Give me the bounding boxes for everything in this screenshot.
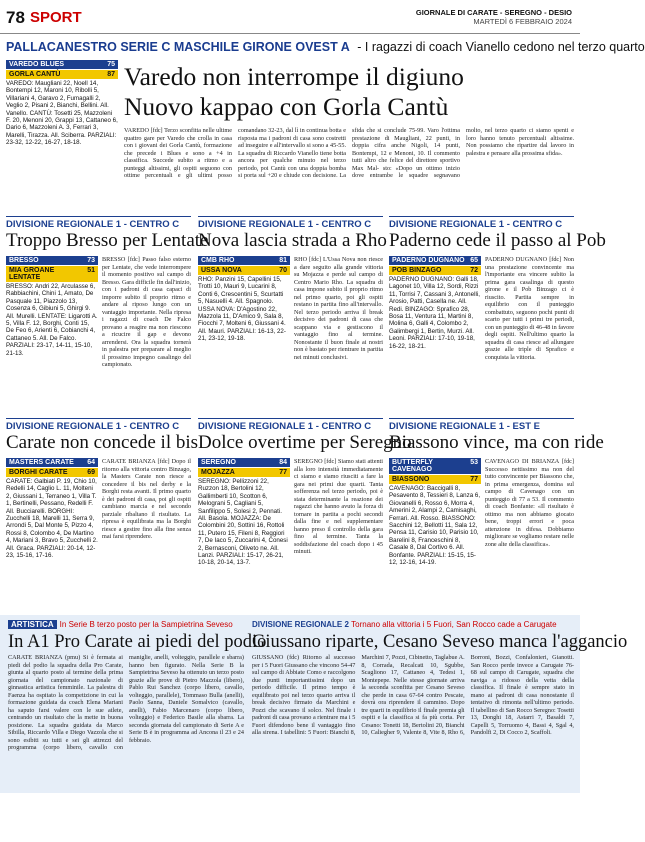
lead-body: VAREDO [fdc] Terzo sconfitta nelle ultime quattro gare per Varedo che crolla in casa con i giovani dei Gorla Cantù, formazione che precede i Blues e sono a +4 in classifica. Succede subito a ritmo e a punteggi altissimi, gli ospiti seguono con ottime percentuali e gli ultimi posso comandano 32-23, dal lì in continua botta e risposta ma i padroni di casa sono costretti ad inseguire e all'intervallo si sono a 45-55. La squadra di Riccardo Vianello tiene botta ancora per qualche minuto nel terzo periodo, poi Cantù con una doppia bomba si porta sul +20 e chiude con decisione. La sfida che si conclude 75-99. Varo l'ottima prestazione di Maugliani, 22 punti, in doppia cifra anche Nigoli, 14 punti, Bontempi, 12 e Menoni, 10. Il commento tutti altro che felice del direttore sportivo Max Mal- sto: «Dopo un ottimo inizio dove entrambe le squadre segnavano molto, nel terzo quarto ci siamo spenti e loro hanno tenuto percentuali altissime. Non possiamo che ripartire dal lavoro in palestra e pensare alla prossima sfida». [124,127,574,179]
score-away: MIA GROANE LENTATE 51 [6,266,98,282]
regionale2-body: GIUSSANO (fdc) Ritorno al successo per i 5 Fuori Giussano che vincono 54-47 sul campo di Abbiate Como e raccolgono due punti importantissimi dopo un periodo difficile. Il primo tempo è equilibrato poi nel terzo quarto arriva il break decisivo firmato da Marchini e Pozzi che scavano il solco. Nel finale i padroni di casa provano a rientrare ma i 5 Fuori difendono bene il vantaggio fino alla sirena. I tabellini: 5 Fuori: Bianchi 8, Marchini 7, Pozzi, Cibinetto, Taglabue A. 8, Corrada, Recalcati 10, Sgubbe, Scagliono 17, Cattaneo 4, Tedesi 1, Montepepe. Nelle stesse giornate arriva la seconda sconfitta per Cesano Seveso che perde in casa 67-64 contro Pescate, dovrà ora riprendere il cammino. Dopo tre quarti in equilibrio il finale premia gli ospiti e la classifica si fa più corta. Per Cesano: Tonetti 18, Bertolini 20, Bianchi 10, Caliegher 9, Valente 8, Vite 8, Rho 6, Borroni, Bozzi, Confalonieri, Gianotti. San Rocco perde invece a Carugate 76-68 sul campo di Carugate, squadra che naviga a ridosso della vetta della classifica. Il finale è sempre stato in mano ai padroni di casa nonostante il tentativo di rimonta nell'ultimo periodo. Il tabellino di San Rocco Seregno: Tosetti 13, Donghi 18, Astarri 7, Basaldi 7, Capelli 5, Torruomo 4, Bassi 4, Sgal 4, Pandolfi 2, Di Cocco 2, Scaffoli. [252,654,574,736]
paper-info [416,8,572,26]
division-label: DIVISIONE REGIONALE 1 - CENTRO C [198,418,383,432]
article-lineups: CARATE: Galbiati P. 19, Chio 10, Redelli 14, Caglio L. 11, Molteni 2, Giussani 1, Terraneo 1, Villa T. 1, Bertinelli, Pessano, Redelli F. All. Bucciarelli. BORGHI: Zucchelli 18, Marelli 11, Serra 9, Arrondi 5, Dal Monte 5, Pizzo 4, Rossi 8, Colombo 4, De Martino 4, Mariani 3, Bravo 5, Zucchelli 2. All. Graca. PARZIALI: 20-14, 12-23, 15-16, 17-16. [6,478,98,560]
article-lineups: PADERNO DUGNANO: Galli 18, Lagonet 10, Villa 12, Sordi, Rizzi 11, Torrisi 7, Cassani 3, Antonelli, Arosio, Patti, Casella ne. All. Redi. BINZAGO: Sprafico 28, Bosa 11, Ventura 11, Martini 8, Molina 6, Galli 4, Colombo 2, Galimbergi 1, Bertin, Murzi. All. Leoni. PARZIALI: 17-10, 19-18, 16-22, 18-21. [389,276,480,350]
lead-title-1: Varedo non interrompe il digiuno [124,62,464,91]
score-home: SEREGNO 84 [198,458,290,467]
artistica-title: In A1 Pro Carate ai piedi del podio [8,632,267,652]
article-factsheet [6,256,98,433]
article-title: Biassono vince, ma con ride [389,432,604,453]
regionale2-kicker: DIVISIONE REGIONALE 2 Tornano alla vittoria i 5 Fuori, San Rocco cade a Carugate [252,620,557,629]
article-factsheet [6,458,98,628]
article-title: Paderno cede il passo al Pob [389,230,606,251]
top-kicker: PALLACANESTRO SERIE C MASCHILE GIRONE OVEST A [6,40,350,54]
score-home: MASTERS CARATE 64 [6,458,98,467]
score-away: BORGHI CARATE 69 [6,468,98,477]
article-lineups: CAVENAGO: Baccigalli 8, Pesavento 8, Tessieri 8, Lanza 6, Giovanelli 6, Rosso 6, Morra 4, Amerini 2, Alampi 2, Camisaghi, Ferrari. All. Rosso. BIASSONO: Sacchini 12, Bellotti 11, Sala 12, Pensa 11, Carisio 10, Parisio 10, Barelini 8, Franceschini 8, Casale 8, Dal Cortivo 6. All. Bonfante. PARZIALI: 15-15, 15-12, 12-16, 14-19. [389,485,481,567]
score-home: BUTTERFLY CAVENAGO 53 [389,458,481,474]
artistica-kicker: ARTISTICA In Serie B terzo posto per la Sampietrina Seveso [8,620,244,629]
article-title: Dolce overtime per Seregno [198,432,412,453]
article-factsheet [198,256,290,426]
article-body: RHO [fdc] L'Ussa Nova non riesce a dare seguito alla grande vittoria su Mojazza e perde sul campo di Centro Mario Rho. La squadra di casa impone subito il proprio ritmo nel primo quarto, poi gli ospiti restano in partita fino all'intervallo. Nel terzo periodo arriva il break decisivo dei padroni di casa che scappano via e gestiscono il vantaggio fino al termine. Nonostante il buon finale ai nostri non è bastato per rientrare in partita nei minuti conclusivi. [294,256,383,361]
score-home: VAREDO BLUES 75 [6,60,118,69]
section-label: SPORT [30,9,82,26]
paper-name: GIORNALE DI CARATE - SEREGNO - DESIO [415,8,572,17]
artistica-body: CARATE BRIANZA (pmu) Si è fermata ai piedi del podio la squadra della Pro Carate, giunta al quarto posto al termine della prima giornata del campionato nazionale di ginnastica artistica femminile. La palestra di Faenza ha ospitato la competizione in cui la formazione guidata da coach Elena Mariani ha saputo farsi valere con le sue atlete, centrando un risultato che la mette in buona posizione. La squadra guidata da Marco Sibilla, Riccardo Villa e Diego Vazzola che si sono esibiti su tutti e sei gli attrezzi del programma (corpo libero, cavallo con maniglie, anelli, volteggio, parallele e sbarra) hanno ben figurato. Nella Serie B la Sampietrina Seveso ha ottenuto un terzo posto grazie alle prove di Pietro Mazzola (libero), Pablo Rui Sanchez (corpo libero, cavallo, volteggio, parallele), Tommaso Bulla (anelli), Paolo Sanna, Daniele Somalvico (cavallo, anelli), Fabio Marcenaro (corpo libero, volteggio) e Federico Basile alla sbarra. La seconda giornata del campionato di Serie A e Serie B è in programma ad Ancona il 23 e 24 febbraio. [8,654,244,751]
score-away: MOJAZZA 77 [198,468,290,477]
article-factsheet [389,458,481,635]
score-away: USSA NOVA 70 [198,266,290,275]
division-label: DIVISIONE REGIONALE 1 - CENTRO C [198,216,383,230]
score-away: GORLA CANTÙ 87 [6,70,118,79]
page-number: 78 [6,8,25,27]
division-label: DIVISIONE REGIONALE 1 - EST E [389,418,574,432]
article-title: Troppo Bresso per Lentate [6,230,209,251]
top-subtitle: - I ragazzi di coach Vianello cedono nel terzo quarto [357,40,645,54]
article-factsheet [198,458,290,628]
article-body: PADERNO DUGNANO [fdc] Non una prestazione convincente ma l'importante era vincere subito la prima gara casalinga di questo girone e il Pob Binzago ci è riuscito. Partita sempre in equilibrio con il punteggio combattuto, seguono pochi punti di scarto per tutti i primi tre periodi, con un punteggio di 46-48 in favore degli ospiti. Nell'ultimo quarto la squadra di casa riesce ad allungare grazie alle triple di Sprafico e conquista la vittoria. [485,256,575,361]
article-title: Nova lascia strada a Rho [198,230,387,251]
top-headline [6,40,645,54]
article-body: BRESSO [fdc] Passo falso esterno per Lentate, che vede interrompere il momento positivo sul campo di Bresso. Gara difficile fin dall'inizio, con i padroni di casa capaci di imporre subito il proprio ritmo e andare al riposo lungo con un vantaggio importante. Nella ripresa i ragazzi di coach De Falco provano a reagire ma non riescono a ricucire il gap e devono arrendersi. Ora la squadra tornerà in palestra per preparare al meglio il prossimo impegno casalingo del campionato. [102,256,191,368]
score-home: PADERNO DUGNANO 65 [389,256,481,265]
score-away: POB BINZAGO 72 [389,266,481,275]
division-label: DIVISIONE REGIONALE 1 - CENTRO C [6,216,191,230]
division-label: DIVISIONE REGIONALE 1 - CENTRO C [6,418,191,432]
article-lineups: BRESSO: Andri 22, Arculasse 6, Rabbiachini, Chini 1, Amato, De Pasquale 11, Piazzolo 13, Cosenza 6, Gibiuni 5, Ghirgi 9. All. Murelli. LENTATE: Ligarotti A. 5, Villa F. 12, Borghi, Conti 15, De Feo 6, Arienti 6, Cobianchi 4, Cattaneo 5. All. De Falco. PARZIALI: 23-17, 14-11, 15-10, 21-13. [6,283,98,357]
article-lineups: SEREGNO: Pellizzoni 22, Ruzzon 18, Bertolini 12, Gallimberti 10, Scotton 6, Melograni 5, Cagliani 5, Sanfilippo 5, Solesi 2, Pennati. All. Basola. MOJAZZA: De Colombini 20, Sottini 16, Rottoli 11, Putero 15, Fileni 8, Reggiori 7, De Iaco 5, Zuccarini 4, Conesi 2, Bernasconi, Oliveto ne. All. Lanzi. PARZIALI: 15-17, 26-21, 10-18, 20-14, 13-7. [198,478,288,567]
lead-factsheet [6,60,118,147]
article-factsheet [389,256,481,426]
page-masthead [0,0,580,34]
score-home: BRESSO 73 [6,256,98,265]
lead-lineups: VAREDO: Maugliani 22, Noell 14, Bontempi 12, Maroni 10, Ribolli 5, Villariani 4, Garavo 2, Fumagalli 2, Veglio 2, Pisani 2, Bianchi, Bellini. All. Vanello. CANTÙ: Tosetti 25, Mazzoleni F. 20, Menoni 20, Grappi 13, Cattaneo 6, Dario 6, Mazzoleni A. 3, Ferrari 3, Marelli, Tirazza. All. Sciberra. PARZIALI: 23-32, 12-22, 16-27, 18-18. [6,80,118,147]
score-home: CMB RHO 81 [198,256,290,265]
score-away: BIASSONO 77 [389,475,481,484]
division-label: DIVISIONE REGIONALE 1 - CENTRO C [389,216,574,230]
article-body: CAVENAGO DI BRIANZA [fdc] Successo nettissimo ma non del tutto convincente per Biassono che, in prima emergenza, domina sul campo di Cavenago con un punteggio di 77 a 53. Il commento di coach Bonfante: «Il risultato è ottimo ma non abbiamo giocato bene, troppi errori e poca attenzione in difesa. Dobbiamo migliorare se vogliamo restare nelle zone alte della classifica». [485,458,574,548]
lead-title-2: Nuovo kappao con Gorla Cantù [124,92,449,121]
article-lineups: RHO: Panzini 15, Capellini 15, Trotti 10, Mauri 9, Lucarini 8, Conti 6, Crescentini 5, Scurtatti 5, Nasuelli 4. All. Spagnolo. USSA NOVA: D'Agostino 22, Mazzola 11, D'Amico 9, Sala 8, Fiocchi 7, Molteni 6, Giussani 4. All. Mauri. PARZIALI: 16-13, 22-21, 23-12, 19-18. [198,276,286,343]
article-body: SEREGNO [fdc] Siamo stati attenti alla loro intensità immediatamente ci siamo e siamo riusciti a fare la gara nei primi due quarti. Tanta sofferenza nel terzo periodo, poi è stata determinante la reazione dei ragazzi che hanno avuto la forza di tornare in partita a pochi secondi dalla fine e nel supplementare hanno preso il controllo della gara fino al termine. Tanta la soddisfazione del coach dopo i 45 minuti. [294,458,383,555]
article-title: Carate non concede il bis [6,432,199,453]
paper-date: MARTEDÌ 6 FEBBRAIO 2024 [473,17,572,26]
article-body: CARATE BRIANZA [fdc] Dopo il ritorno alla vittoria contro Binzago, la Masters Carate non riesce a concedere il bis nel derby e la Borghi resta avanti. Il primo quarto è dei padroni di casa, poi gli ospiti cambiano marcia e nel secondo parziale ribaltano il risultato. La ripresa è equilibrata ma la Borghi riesce a gestire fino alla fine senza mai farsi riprendere. [102,458,191,540]
regionale2-title: Giussano riparte, Cesano Seveso manca l'aggancio [252,632,628,652]
